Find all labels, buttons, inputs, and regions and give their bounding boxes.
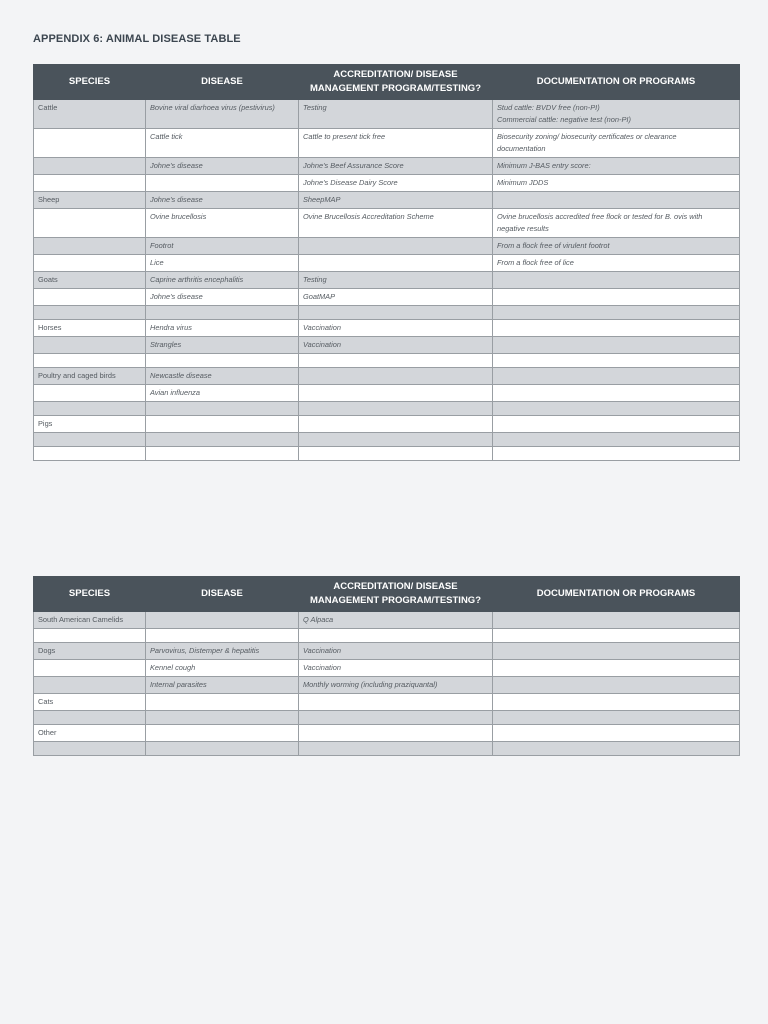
cell-species [34, 209, 146, 238]
table-header-row [34, 577, 740, 612]
header-documentation: DOCUMENTATION OR PROGRAMS [493, 65, 740, 100]
cell-disease: Footrot [146, 238, 299, 255]
table-row [34, 368, 740, 385]
cell-documentation [493, 368, 740, 385]
table-row [34, 402, 740, 416]
cell-documentation [493, 416, 740, 433]
table-row [34, 711, 740, 725]
cell-documentation [493, 306, 740, 320]
cell-species [34, 354, 146, 368]
cell-species [34, 337, 146, 354]
documentation-line: documentation [497, 144, 546, 153]
table-row [34, 677, 740, 694]
cell-disease [146, 612, 299, 629]
cell-species: Sheep [34, 192, 146, 209]
cell-species [34, 385, 146, 402]
documentation-line: negative results [497, 224, 549, 233]
documentation-line: Commercial cattle: negative test (non-PI) [497, 115, 631, 124]
cell-species [34, 629, 146, 643]
header-accreditation-line2: MANAGEMENT PROGRAM/TESTING? [310, 83, 481, 94]
cell-disease [146, 402, 299, 416]
table-row [34, 209, 740, 238]
cell-disease: Avian influenza [146, 385, 299, 402]
cell-program [299, 742, 493, 756]
cell-program [299, 725, 493, 742]
cell-disease [146, 725, 299, 742]
cell-documentation [493, 129, 740, 158]
cell-disease: Bovine viral diarhoea virus (pestivirus) [146, 100, 299, 129]
cell-documentation [493, 725, 740, 742]
cell-species [34, 447, 146, 461]
table-row [34, 272, 740, 289]
cell-documentation [493, 192, 740, 209]
cell-program: Q Alpaca [299, 612, 493, 629]
cell-species [34, 255, 146, 272]
cell-species [34, 158, 146, 175]
table-row [34, 306, 740, 320]
table-row [34, 725, 740, 742]
documentation-line: Stud cattle: BVDV free (non-PI) [497, 103, 600, 112]
cell-program: Monthly worming (including praziquantal) [299, 677, 493, 694]
header-species: SPECIES [34, 577, 146, 612]
cell-species: Pigs [34, 416, 146, 433]
cell-program [299, 416, 493, 433]
table-row [34, 129, 740, 158]
cell-program: Vaccination [299, 337, 493, 354]
cell-documentation [493, 100, 740, 129]
table-row [34, 660, 740, 677]
table-row [34, 192, 740, 209]
cell-species: Cats [34, 694, 146, 711]
cell-species [34, 175, 146, 192]
cell-program [299, 368, 493, 385]
animal-disease-table-1 [33, 64, 740, 461]
cell-documentation [493, 289, 740, 306]
documentation-line: From a flock free of virulent footrot [497, 241, 610, 250]
cell-program: SheepMAP [299, 192, 493, 209]
cell-disease [146, 447, 299, 461]
cell-documentation [493, 320, 740, 337]
table-row [34, 320, 740, 337]
cell-disease: Johne's disease [146, 289, 299, 306]
cell-disease: Johne's disease [146, 158, 299, 175]
documentation-line: Minimum JDDS [497, 178, 549, 187]
cell-disease: Cattle tick [146, 129, 299, 158]
documentation-line: Minimum J-BAS entry score: [497, 161, 591, 170]
cell-species [34, 433, 146, 447]
cell-species: Goats [34, 272, 146, 289]
cell-documentation [493, 402, 740, 416]
cell-program [299, 402, 493, 416]
cell-documentation [493, 175, 740, 192]
cell-program: Ovine Brucellosis Accreditation Scheme [299, 209, 493, 238]
cell-disease: Kennel cough [146, 660, 299, 677]
table-row [34, 255, 740, 272]
cell-documentation [493, 209, 740, 238]
cell-program: Testing [299, 100, 493, 129]
cell-disease [146, 694, 299, 711]
cell-documentation [493, 677, 740, 694]
cell-documentation [493, 629, 740, 643]
table-row [34, 289, 740, 306]
cell-program: Vaccination [299, 660, 493, 677]
table-row [34, 643, 740, 660]
cell-program [299, 354, 493, 368]
cell-program [299, 385, 493, 402]
cell-documentation [493, 711, 740, 725]
cell-species [34, 289, 146, 306]
cell-program: GoatMAP [299, 289, 493, 306]
cell-disease [146, 354, 299, 368]
cell-documentation [493, 660, 740, 677]
table-row [34, 742, 740, 756]
table-row [34, 694, 740, 711]
cell-disease: Internal parasites [146, 677, 299, 694]
table-row [34, 158, 740, 175]
page-title: APPENDIX 6: ANIMAL DISEASE TABLE [33, 33, 241, 45]
cell-disease [146, 306, 299, 320]
cell-species [34, 742, 146, 756]
cell-program [299, 447, 493, 461]
header-accreditation-line1: ACCREDITATION/ DISEASE [333, 581, 458, 592]
cell-species: Other [34, 725, 146, 742]
cell-species: Poultry and caged birds [34, 368, 146, 385]
table-row [34, 447, 740, 461]
cell-species [34, 402, 146, 416]
cell-program: Johne's Disease Dairy Score [299, 175, 493, 192]
cell-program: Johne's Beef Assurance Score [299, 158, 493, 175]
header-accreditation-line2: MANAGEMENT PROGRAM/TESTING? [310, 595, 481, 606]
table-row [34, 433, 740, 447]
cell-documentation [493, 742, 740, 756]
header-documentation: DOCUMENTATION OR PROGRAMS [493, 577, 740, 612]
table-row [34, 354, 740, 368]
cell-program [299, 694, 493, 711]
cell-species: South American Camelids [34, 612, 146, 629]
table-row [34, 416, 740, 433]
table-row [34, 337, 740, 354]
cell-disease: Ovine brucellosis [146, 209, 299, 238]
header-accreditation [299, 577, 493, 612]
cell-species: Horses [34, 320, 146, 337]
cell-documentation [493, 158, 740, 175]
cell-documentation [493, 433, 740, 447]
documentation-line: Biosecurity zoning/ biosecurity certificates or clearance [497, 132, 677, 141]
cell-disease [146, 175, 299, 192]
cell-disease [146, 629, 299, 643]
cell-disease: Strangles [146, 337, 299, 354]
cell-species [34, 306, 146, 320]
cell-documentation [493, 447, 740, 461]
cell-documentation [493, 612, 740, 629]
documentation-line: Ovine brucellosis accredited free flock or tested for B. ovis with [497, 212, 703, 221]
cell-disease [146, 711, 299, 725]
table-row [34, 612, 740, 629]
cell-documentation [493, 255, 740, 272]
cell-disease [146, 416, 299, 433]
cell-program: Testing [299, 272, 493, 289]
cell-species [34, 711, 146, 725]
cell-program: Vaccination [299, 320, 493, 337]
cell-species [34, 238, 146, 255]
cell-disease [146, 742, 299, 756]
header-species: SPECIES [34, 65, 146, 100]
cell-disease [146, 433, 299, 447]
cell-disease: Lice [146, 255, 299, 272]
cell-program [299, 711, 493, 725]
table-header-row [34, 65, 740, 100]
cell-program: Cattle to present tick free [299, 129, 493, 158]
cell-documentation [493, 272, 740, 289]
cell-species [34, 660, 146, 677]
documentation-line: From a flock free of lice [497, 258, 574, 267]
table-row [34, 385, 740, 402]
cell-species [34, 677, 146, 694]
cell-disease: Hendra virus [146, 320, 299, 337]
cell-program [299, 238, 493, 255]
table-row [34, 100, 740, 129]
cell-documentation [493, 354, 740, 368]
cell-species: Cattle [34, 100, 146, 129]
cell-documentation [493, 643, 740, 660]
cell-program [299, 629, 493, 643]
header-accreditation-line1: ACCREDITATION/ DISEASE [333, 69, 458, 80]
cell-program [299, 306, 493, 320]
cell-disease: Caprine arthritis encephalitis [146, 272, 299, 289]
table-row [34, 175, 740, 192]
cell-program [299, 433, 493, 447]
cell-program [299, 255, 493, 272]
cell-disease: Parvovirus, Distemper & hepatitis [146, 643, 299, 660]
cell-species: Dogs [34, 643, 146, 660]
cell-disease: Newcastle disease [146, 368, 299, 385]
cell-documentation [493, 694, 740, 711]
header-disease: DISEASE [146, 577, 299, 612]
header-disease: DISEASE [146, 65, 299, 100]
cell-disease: Johne's disease [146, 192, 299, 209]
header-accreditation [299, 65, 493, 100]
cell-documentation [493, 385, 740, 402]
table-row [34, 238, 740, 255]
table-row [34, 629, 740, 643]
cell-documentation [493, 337, 740, 354]
animal-disease-table-2 [33, 576, 740, 756]
cell-documentation [493, 238, 740, 255]
cell-program: Vaccination [299, 643, 493, 660]
cell-species [34, 129, 146, 158]
